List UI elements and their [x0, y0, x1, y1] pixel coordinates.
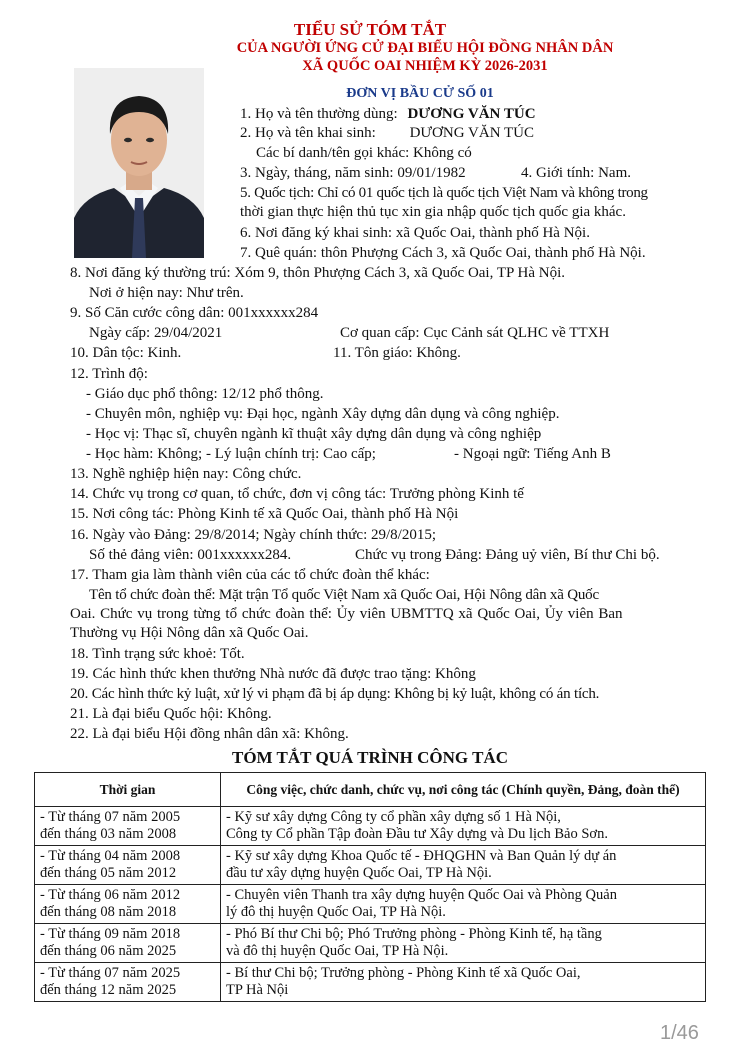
commune-council: 22. Là đại biểu Hội đồng nhân dân xã: Không. — [70, 726, 349, 742]
religion: 11. Tôn giáo: Không. — [333, 345, 461, 361]
job-line: và đô thị huyện Quốc Oai, TP Hà Nội. — [226, 943, 449, 959]
doc-title: TIỂU SỬ TÓM TẮT — [293, 20, 447, 39]
job-line: - Chuyên viên Thanh tra xây dựng huyện Quốc Oai và Phòng Quản — [226, 887, 617, 903]
permanent-residence: 8. Nơi đăng ký thường trú: Xóm 9, thôn Phượng Cách 3, xã Quốc Oai, TP Hà Nội. — [70, 265, 566, 281]
foreign-language: - Ngoại ngữ: Tiếng Anh B — [454, 446, 611, 462]
job-cell — [221, 924, 706, 963]
table-header-row — [35, 773, 706, 807]
degree: - Học vị: Thạc sĩ, chuyên ngành kĩ thuật xây dựng dân dụng và công nghiệp — [86, 426, 542, 442]
job-line: Công ty Cổ phần Tập đoàn Đầu tư Xây dựng và Du lịch Bảo Sơn. — [226, 826, 608, 842]
time-to: đến tháng 05 năm 2012 — [40, 865, 177, 881]
alias: Các bí danh/tên gọi khác: Không có — [256, 145, 472, 161]
bio-line-2 — [240, 124, 534, 143]
job-line: - Bí thư Chi bộ; Trưởng phòng - Phòng Kinh tế xã Quốc Oai, — [226, 965, 581, 981]
time-from: - Từ tháng 09 năm 2018 — [40, 926, 181, 942]
job-cell — [221, 807, 706, 846]
page-indicator: 1/46 — [660, 1022, 699, 1044]
birth-name-label: 2. Họ và tên khai sinh: — [240, 125, 376, 141]
time-from: - Từ tháng 07 năm 2005 — [40, 809, 181, 825]
ethnicity: 10. Dân tộc: Kinh. — [70, 345, 182, 361]
workplace: 15. Nơi công tác: Phòng Kinh tế xã Quốc Oai, thành phố Hà Nội — [70, 506, 459, 522]
job-line: - Phó Bí thư Chi bộ; Phó Trưởng phòng - Phòng Kinh tế, hạ tầng — [226, 926, 602, 942]
specialization: - Chuyên môn, nghiệp vụ: Đại học, ngành Xây dựng dân dụng và công nghiệp. — [86, 406, 560, 422]
id-issue-date: Ngày cấp: 29/04/2021 — [89, 325, 223, 341]
occupation: 13. Nghề nghiệp hiện nay: Công chức. — [70, 466, 302, 482]
bio-line-1 — [240, 105, 536, 124]
academic-title: - Học hàm: Không; - Lý luận chính trị: Cao cấp; — [86, 446, 376, 462]
party-position: Chức vụ trong Đảng: Đảng uỷ viên, Bí thư Chi bộ. — [355, 547, 660, 563]
health: 18. Tình trạng sức khoẻ: Tốt. — [70, 646, 245, 662]
position: 14. Chức vụ trong cơ quan, tổ chức, đơn vị công tác: Trưởng phòng Kinh tế — [70, 486, 524, 502]
table-row — [35, 963, 706, 1002]
time-to: đến tháng 08 năm 2018 — [40, 904, 177, 920]
portrait-illustration — [74, 68, 204, 258]
col-time-header: Thời gian — [35, 773, 221, 807]
col-job-header: Công việc, chức danh, chức vụ, nơi công tác (Chính quyền, Đảng, đoàn thể) — [221, 773, 706, 807]
discipline: 20. Các hình thức kỷ luật, xử lý vi phạm đã bị áp dụng: Không bị kỷ luật, không có án tích. — [70, 686, 600, 702]
birth-registration: 6. Nơi đăng ký khai sinh: xã Quốc Oai, thành phố Hà Nội. — [240, 225, 590, 241]
time-cell — [35, 924, 221, 963]
current-residence: Nơi ở hiện nay: Như trên. — [89, 285, 244, 301]
job-cell — [221, 885, 706, 924]
job-cell — [221, 846, 706, 885]
time-to: đến tháng 03 năm 2008 — [40, 826, 177, 842]
time-cell — [35, 885, 221, 924]
time-cell — [35, 963, 221, 1002]
time-from: - Từ tháng 07 năm 2025 — [40, 965, 181, 981]
doc-subtitle-1: CỦA NGƯỜI ỨNG CỬ ĐẠI BIỂU HỘI ĐỒNG NHÂN DÂN — [236, 40, 614, 56]
job-line: - Kỹ sư xây dựng Khoa Quốc tế - ĐHQGHN và Ban Quản lý dự án — [226, 848, 617, 864]
organizations-heading: 17. Tham gia làm thành viên của các tổ chức đoàn thể khác: — [70, 567, 430, 583]
party-card: Số thẻ đảng viên: 001xxxxxx284. — [89, 547, 292, 563]
job-cell — [221, 963, 706, 1002]
gender: 4. Giới tính: Nam. — [521, 165, 632, 181]
table-row — [35, 885, 706, 924]
time-cell — [35, 807, 221, 846]
doc-subtitle-2: XÃ QUỐC OAI NHIỆM KỲ 2026-2031 — [302, 58, 548, 74]
common-name-label: 1. Họ và tên thường dùng: — [240, 106, 398, 122]
time-cell — [35, 846, 221, 885]
party-dates: 16. Ngày vào Đảng: 29/8/2014; Ngày chính thức: 29/8/2015; — [70, 527, 436, 543]
organizations-2: Oai. Chức vụ trong từng tổ chức đoàn thể: Ủy viên UBMTTQ xã Quốc Oai, Ủy viên Ban — [70, 606, 623, 622]
table-row — [35, 846, 706, 885]
table-row — [35, 807, 706, 846]
birth-name-value: DƯƠNG VĂN TÚC — [409, 125, 535, 141]
job-line: đầu tư xây dựng huyện Quốc Oai, TP Hà Nội. — [226, 865, 492, 881]
job-line: TP Hà Nội — [226, 982, 289, 998]
nationality-1: 5. Quốc tịch: Chỉ có 01 quốc tịch là quốc tịch Việt Nam và không trong — [240, 185, 648, 201]
general-education: - Giáo dục phổ thông: 12/12 phổ thông. — [86, 386, 324, 402]
time-from: - Từ tháng 06 năm 2012 — [40, 887, 181, 903]
time-to: đến tháng 12 năm 2025 — [40, 982, 177, 998]
nationality-2: thời gian thực hiện thủ tục xin gia nhập quốc tịch quốc gia khác. — [240, 204, 626, 220]
national-assembly: 21. Là đại biểu Quốc hội: Không. — [70, 706, 272, 722]
table-row — [35, 924, 706, 963]
organizations-1: Tên tổ chức đoàn thể: Mặt trận Tổ quốc Việt Nam xã Quốc Oai, Hội Nông dân xã Quốc — [89, 587, 599, 603]
awards: 19. Các hình thức khen thưởng Nhà nước đã được trao tặng: Không — [70, 666, 476, 682]
time-to: đến tháng 06 năm 2025 — [40, 943, 177, 959]
time-from: - Từ tháng 04 năm 2008 — [40, 848, 181, 864]
election-unit: ĐƠN VỊ BẦU CỬ SỐ 01 — [346, 86, 494, 101]
job-line: lý đô thị huyện Quốc Oai, TP Hà Nội. — [226, 904, 446, 920]
id-issuer: Cơ quan cấp: Cục Cảnh sát QLHC về TTXH — [340, 325, 610, 341]
job-line: - Kỹ sư xây dựng Công ty cổ phần xây dựng số 1 Hà Nội, — [226, 809, 561, 825]
organizations-3: Thường vụ Hội Nông dân xã Quốc Oai. — [70, 625, 309, 641]
id-number: 9. Số Căn cước công dân: 001xxxxxx284 — [70, 305, 319, 321]
hometown: 7. Quê quán: thôn Phượng Cách 3, xã Quốc Oai, thành phố Hà Nội. — [240, 245, 646, 261]
work-history-table — [34, 772, 706, 1002]
work-history-heading: TÓM TẮT QUÁ TRÌNH CÔNG TÁC — [232, 748, 508, 767]
birth-date: 3. Ngày, tháng, năm sinh: 09/01/1982 — [240, 165, 466, 181]
candidate-photo — [74, 68, 204, 258]
common-name-value: DƯƠNG VĂN TÚC — [407, 106, 536, 122]
education-heading: 12. Trình độ: — [70, 366, 148, 382]
